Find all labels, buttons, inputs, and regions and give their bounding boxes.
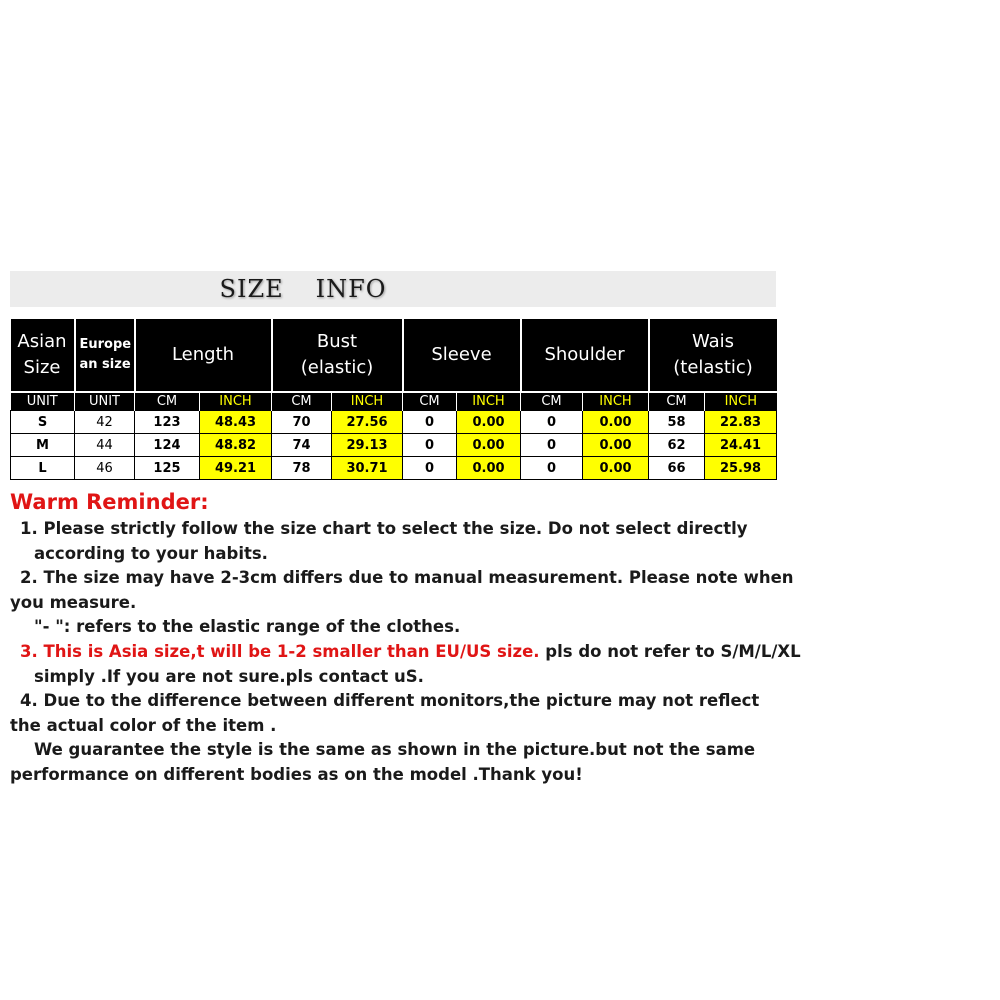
table-cell: 0	[403, 457, 457, 480]
header-europe-size	[75, 319, 135, 392]
reminder-line-5: "- ": refers to the elastic range of the clothes.	[34, 617, 461, 637]
unit-cell: UNIT	[75, 392, 135, 411]
header-europe-line2: an size	[79, 357, 131, 372]
table-row-s	[11, 411, 777, 434]
table-cell: 62	[649, 434, 705, 457]
table-cell: 0.00	[457, 411, 521, 434]
table-row-l	[11, 457, 777, 480]
unit-cell: INCH	[705, 392, 777, 411]
header-length	[135, 319, 272, 392]
header-waist-line1: Wais	[691, 331, 735, 352]
table-cell: 42	[75, 411, 135, 434]
size-chart	[10, 271, 776, 480]
table-cell: 0.00	[457, 434, 521, 457]
unit-cell: UNIT	[11, 392, 75, 411]
unit-cell: CM	[272, 392, 332, 411]
reminder-line-4: you measure.	[10, 592, 137, 612]
table-cell: 70	[272, 411, 332, 434]
header-bust-line1: Bust	[316, 331, 358, 352]
table-cell: 124	[135, 434, 200, 457]
table-header-row	[11, 319, 777, 392]
reminder-line-6	[10, 640, 800, 665]
table-cell: 66	[649, 457, 705, 480]
unit-cell: INCH	[457, 392, 521, 411]
table-cell: S	[11, 411, 75, 434]
header-bust-line2: (elastic)	[300, 357, 374, 378]
table-cell: 125	[135, 457, 200, 480]
header-waist-line2: (telastic)	[673, 357, 753, 378]
reminder-line-10: We guarantee the style is the same as shown in the picture.but not the same	[34, 740, 756, 760]
unit-cell: CM	[403, 392, 457, 411]
reminder-line-3: 2. The size may have 2-3cm differs due to manual measurement. Please note when	[20, 568, 794, 588]
table-cell: 22.83	[705, 411, 777, 434]
unit-cell: CM	[521, 392, 583, 411]
unit-cell: INCH	[583, 392, 649, 411]
table-cell: 48.43	[200, 411, 272, 434]
banner-word-size: SIZE	[219, 275, 284, 303]
warm-reminder	[10, 487, 800, 788]
header-waist	[649, 319, 777, 392]
table-cell: M	[11, 434, 75, 457]
header-asian-line2: Size	[23, 357, 61, 378]
unit-cell: CM	[649, 392, 705, 411]
table-cell: 0	[521, 411, 583, 434]
header-shoulder	[521, 319, 649, 392]
reminder-line-1: 1. Please strictly follow the size chart to select the size. Do not select directly	[20, 519, 748, 538]
table-cell: 58	[649, 411, 705, 434]
header-asian-size	[11, 319, 75, 392]
reminder-line-8: 4. Due to the difference between different monitors,the picture may not reflect	[20, 691, 760, 711]
reminder-line-6-rest: pls do not refer to S/M/L/XL	[539, 641, 801, 661]
size-info-banner	[10, 271, 776, 309]
unit-cell: INCH	[332, 392, 403, 411]
unit-cell: CM	[135, 392, 200, 411]
table-cell: 0	[521, 434, 583, 457]
unit-row	[11, 392, 777, 411]
table-cell: 29.13	[332, 434, 403, 457]
table-cell: 30.71	[332, 457, 403, 480]
table-cell: 74	[272, 434, 332, 457]
table-cell: 0.00	[457, 457, 521, 480]
header-shoulder-label: Shoulder	[544, 344, 625, 365]
reminder-line-11: performance on different bodies as on the model .Thank you!	[10, 764, 583, 784]
header-sleeve	[403, 319, 521, 392]
table-cell: 44	[75, 434, 135, 457]
reminder-title: Warm Reminder:	[10, 490, 209, 514]
table-cell: 0	[403, 411, 457, 434]
table-cell: 0.00	[583, 434, 649, 457]
header-asian-line1: Asian	[17, 331, 67, 352]
table-cell: 25.98	[705, 457, 777, 480]
table-cell: 78	[272, 457, 332, 480]
table-cell: 24.41	[705, 434, 777, 457]
banner-word-info: INFO	[315, 275, 387, 303]
header-sleeve-label: Sleeve	[431, 344, 492, 365]
table-row-m	[11, 434, 777, 457]
table-cell: 0	[403, 434, 457, 457]
table-cell: 46	[75, 457, 135, 480]
table-cell: 123	[135, 411, 200, 434]
reminder-asia-size-warning: 3. This is Asia size,t will be 1-2 smaller than EU/US size.	[20, 641, 540, 661]
reminder-line-9: the actual color of the item .	[10, 715, 277, 735]
reminder-line-7: simply .If you are not sure.pls contact uS.	[34, 666, 424, 686]
header-bust	[272, 319, 403, 392]
table-cell: L	[11, 457, 75, 480]
reminder-line-2: according to your habits.	[34, 543, 268, 563]
table-cell: 49.21	[200, 457, 272, 480]
table-cell: 0.00	[583, 411, 649, 434]
table-cell: 48.82	[200, 434, 272, 457]
size-table	[10, 319, 777, 480]
header-length-label: Length	[171, 344, 235, 365]
header-europe-line1: Europe	[79, 337, 132, 352]
unit-cell: INCH	[200, 392, 272, 411]
table-cell: 0.00	[583, 457, 649, 480]
table-cell: 0	[521, 457, 583, 480]
table-cell: 27.56	[332, 411, 403, 434]
